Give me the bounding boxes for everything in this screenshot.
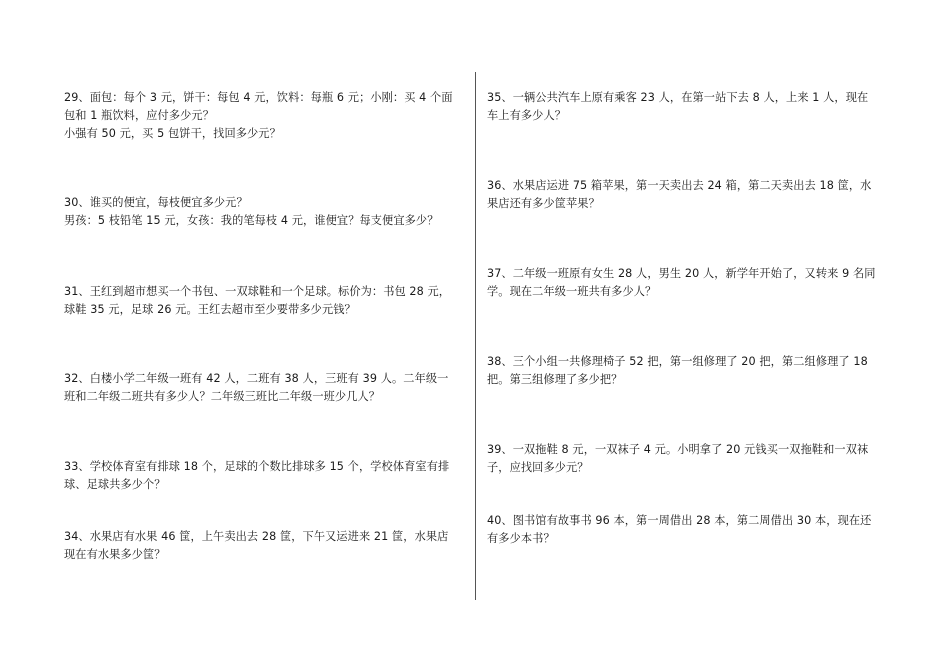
question-33 [64, 458, 466, 494]
question-32 [64, 370, 466, 406]
question-line: 35、一辆公共汽车上原有乘客 23 人，在第一站下去 8 人，上来 1 人，现在 [487, 91, 869, 104]
question-line: 34、水果店有水果 46 筐，上午卖出去 28 筐，下午又运进来 21 筐，水果店 [64, 530, 449, 543]
question-line: 小强有 50 元，买 5 包饼干，找回多少元？ [64, 127, 281, 140]
question-line: 男孩：5 枝铅笔 15 元，女孩：我的笔每枝 4 元，谁便宜？每支便宜多少？ [64, 214, 439, 227]
question-line: 33、学校体育室有排球 18 个，足球的个数比排球多 15 个，学校体育室有排 [64, 460, 450, 473]
question-line: 车上有多少人？ [487, 109, 567, 122]
question-line: 学。现在二年级一班共有多少人？ [487, 285, 657, 298]
question-line: 包和 1 瓶饮料，应付多少元？ [64, 109, 214, 122]
question-line: 29、面包：每个 3 元，饼干：每包 4 元，饮料：每瓶 6 元；小刚：买 4 个面 [64, 91, 453, 104]
question-40 [487, 512, 889, 548]
question-line: 把。第三组修理了多少把？ [487, 373, 623, 386]
question-line: 31、王红到超市想买一个书包、一双球鞋和一个足球。标价为：书包 28 元， [64, 285, 451, 298]
question-39 [487, 441, 889, 477]
question-38 [487, 353, 889, 389]
question-36 [487, 177, 889, 213]
question-line: 39、一双拖鞋 8 元，一双袜子 4 元。小明拿了 20 元钱买一双拖鞋和一双袜 [487, 443, 869, 456]
question-34 [64, 528, 466, 564]
question-line: 子，应找回多少元？ [487, 461, 589, 474]
question-line: 38、三个小组一共修理椅子 52 把，第一组修理了 20 把，第二组修理了 18 [487, 355, 868, 368]
question-line: 球鞋 35 元，足球 26 元。王红去超市至少要带多少元钱？ [64, 303, 356, 316]
question-line: 40、图书馆有故事书 96 本，第一周借出 28 本，第二周借出 30 本，现在还 [487, 514, 872, 527]
question-line: 32、白楼小学二年级一班有 42 人，二班有 38 人，三班有 39 人。二年级一 [64, 372, 449, 385]
question-line: 果店还有多少筐苹果？ [487, 197, 600, 210]
question-35 [487, 89, 889, 125]
column-divider [475, 72, 476, 600]
question-line: 班和二年级二班共有多少人？二年级三班比二年级一班少几人？ [64, 390, 381, 403]
question-29 [64, 89, 466, 143]
question-37 [487, 265, 889, 301]
question-line: 现在有水果多少筐？ [64, 548, 166, 561]
question-line: 36、水果店运进 75 箱苹果，第一天卖出去 24 箱，第二天卖出去 18 筐，水 [487, 179, 872, 192]
question-line: 有多少本书？ [487, 532, 555, 545]
question-line: 37、二年级一班原有女生 28 人，男生 20 人，新学年开始了，又转来 9 名同 [487, 267, 876, 280]
question-31 [64, 283, 466, 319]
question-line: 球、足球共多少个？ [64, 478, 166, 491]
question-30 [64, 194, 466, 230]
question-line: 30、谁买的便宜，每枝便宜多少元？ [64, 196, 248, 209]
